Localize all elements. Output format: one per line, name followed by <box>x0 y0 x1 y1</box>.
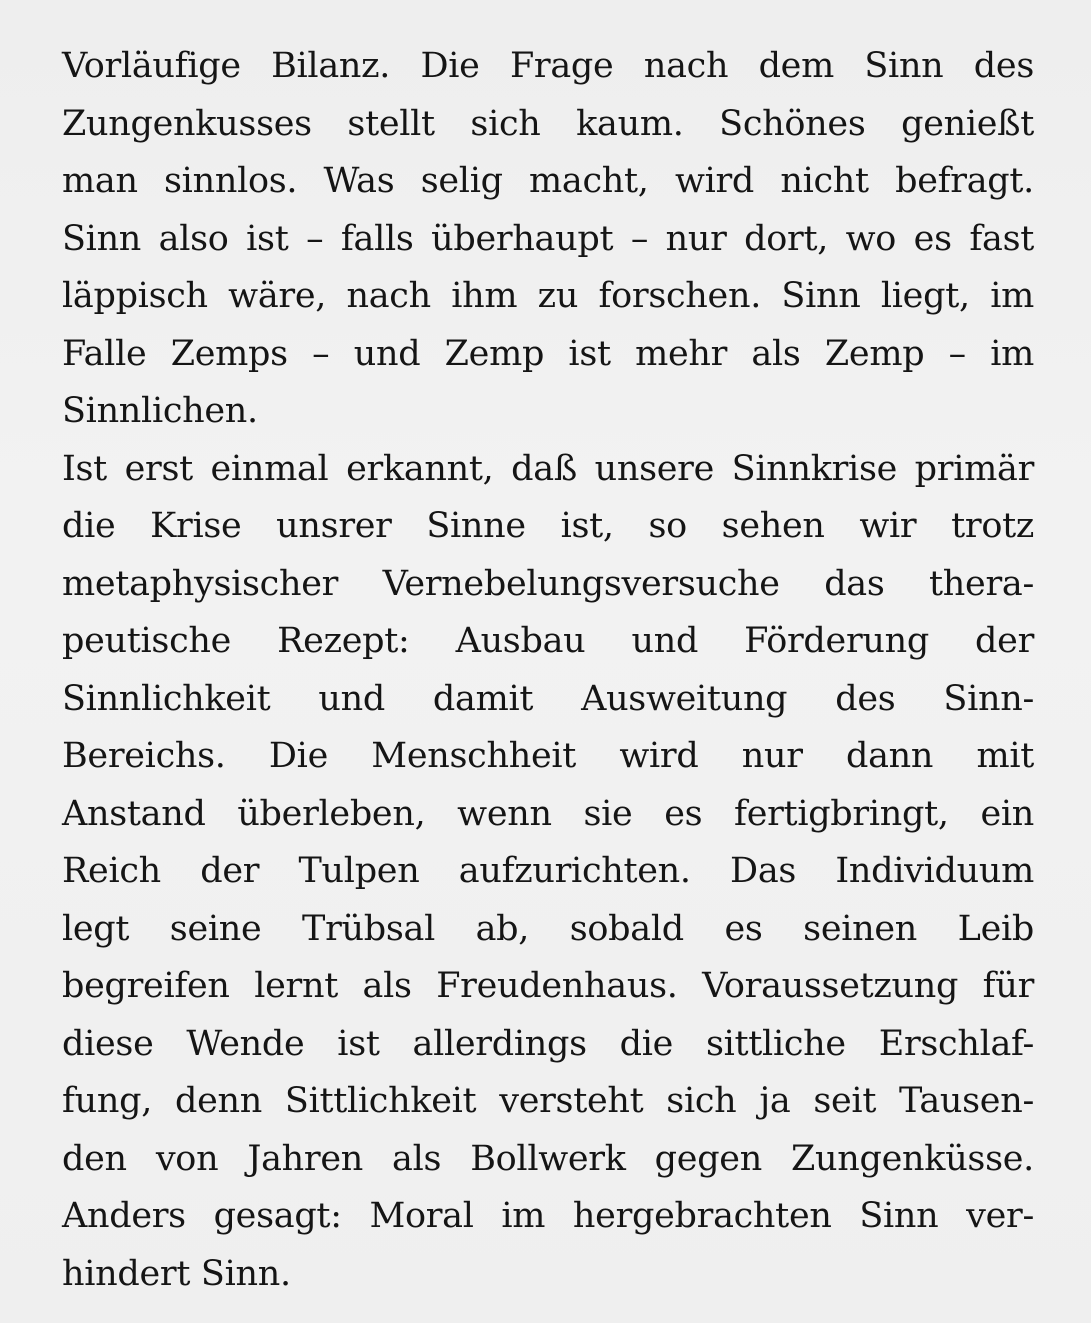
text-line: man sinnlos. Was selig macht, wird nicht befragt. <box>62 161 1034 201</box>
text-line: Anstand überleben, wenn sie es fertigbringt, ein <box>62 793 1034 834</box>
text-line: Sinn also ist – falls überhaupt – nur dort, wo es fast <box>62 218 1034 259</box>
text-line: Falle Zemps – und Zemp ist mehr als Zemp – im <box>62 333 1034 374</box>
text-line: legt seine Trübsal ab, sobald es seinen Leib <box>62 908 1034 949</box>
text-line: Reich der Tulpen aufzurichten. Das Individuum <box>62 851 1034 891</box>
text-line: Sinnlichkeit und damit Ausweitung des Sinn- <box>62 678 1034 719</box>
text-line: Anders gesagt: Moral im hergebrachten Sinn ver- <box>62 1196 1034 1236</box>
paragraph-2 <box>62 441 1034 1304</box>
text-line: metaphysischer Vernebelungsversuche das thera- <box>62 563 1034 604</box>
paragraph-1 <box>62 38 1034 441</box>
body-text <box>62 38 1034 1303</box>
text-line: den von Jahren als Bollwerk gegen Zungenküsse. <box>62 1138 1034 1179</box>
text-line: läppisch wäre, nach ihm zu forschen. Sinn liegt, im <box>62 276 1034 316</box>
text-line: die Krise unsrer Sinne ist, so sehen wir trotz <box>62 506 1034 546</box>
text-line: Bereichs. Die Menschheit wird nur dann mit <box>62 736 1034 776</box>
text-line: Ist erst einmal erkannt, daß unsere Sinnkrise primär <box>62 448 1034 489</box>
text-line: Zungenkusses stellt sich kaum. Schönes genießt <box>62 103 1034 144</box>
text-line: hindert Sinn. <box>62 1253 291 1294</box>
text-line: fung, denn Sittlichkeit versteht sich ja seit Tausen- <box>62 1081 1034 1121</box>
text-line: begreifen lernt als Freudenhaus. Voraussetzung für <box>62 966 1034 1006</box>
text-line: peutische Rezept: Ausbau und Förderung der <box>62 621 1034 661</box>
text-line: Vorläufige Bilanz. Die Frage nach dem Sinn des <box>62 46 1034 86</box>
text-line: Sinnlichen. <box>62 391 258 431</box>
text-line: diese Wende ist allerdings die sittliche Erschlaf- <box>62 1023 1034 1064</box>
